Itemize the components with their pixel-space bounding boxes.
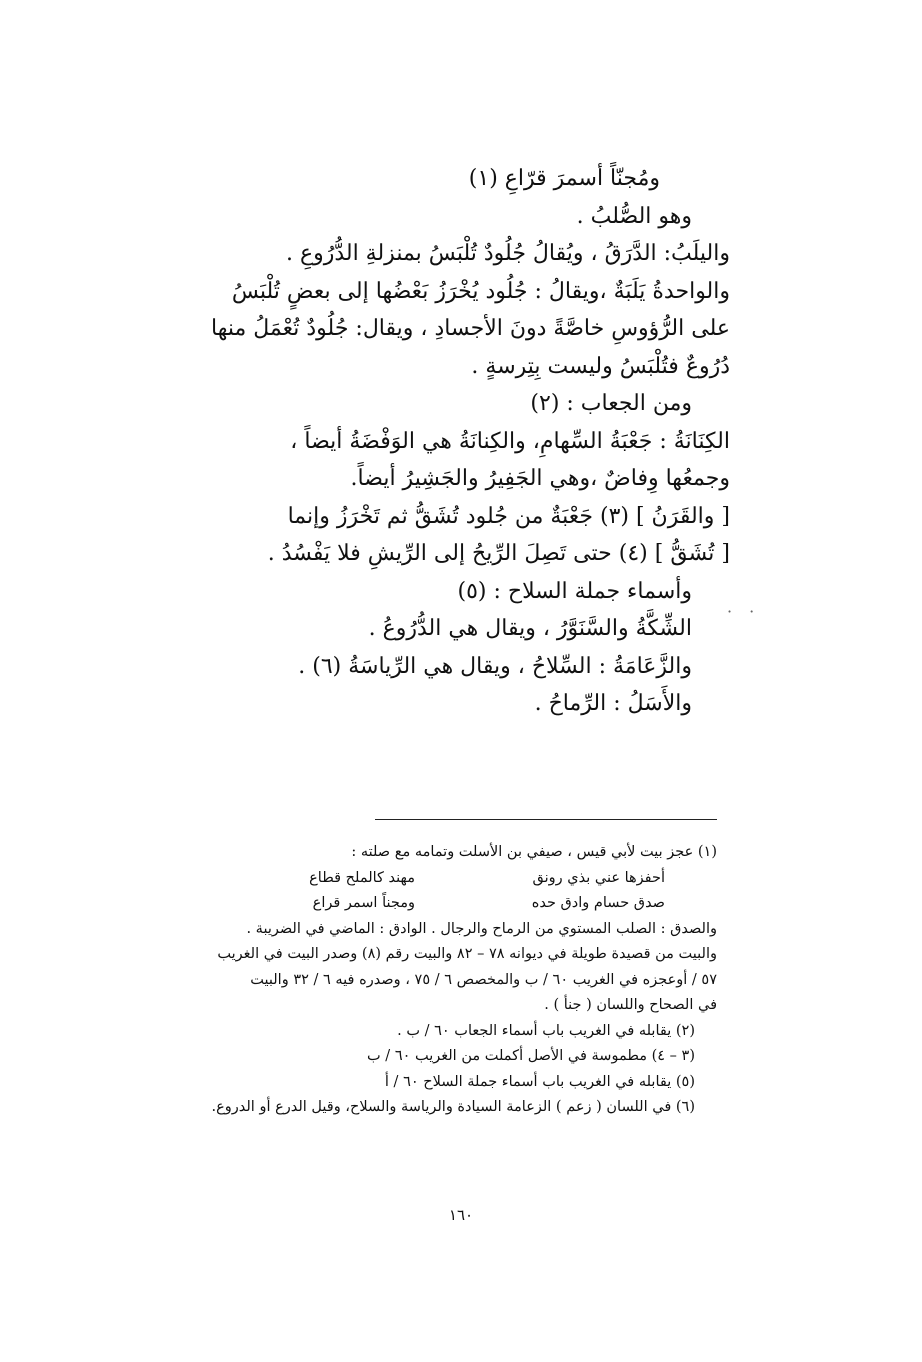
page-number: ١٦٠: [448, 1206, 474, 1224]
text-line: [ والقَرَنُ ] (٣) جَعْبَةٌ من جُلود تُشَقُّ ثم تَخْرَزُ وإنما: [287, 503, 730, 529]
text-line: والواحدةُ يَلَبَةٌ ،ويقالُ : جُلُود يُخْرَزُ بَعْضُها إلى بعضٍ تُلْبَسُ: [231, 278, 730, 304]
main-text: [90, 160, 730, 723]
footnotes: [95, 840, 717, 1121]
footnote-verse-line: [95, 866, 717, 892]
text-line: على الرُّؤوسِ خاصَّةً دونَ الأجسادِ ، ويقال: جُلُودٌ تُعْمَلُ منها: [211, 316, 730, 341]
verse-hemistich: ومجناً اسمر قراع: [312, 895, 415, 911]
text-line: والأَسَلُ : الرِّماحُ .: [534, 691, 692, 716]
text-line: واليلَبُ: الدَّرَقُ ، ويُقالُ جُلُودٌ تُلْبَسُ بمنزلةِ الدُّرُوعِ .: [285, 241, 730, 266]
text-line: الكِنَانَةُ : جَعْبَةُ السِّهامِ، والكِنانَةُ هي الوَفْضَةُ أيضاً ،: [290, 428, 730, 454]
footnote-5: (٥) يقابله في الغريب باب أسماء جملة السلاح ٦٠ / أ: [384, 1073, 695, 1090]
text-line: [ تُشَقُّ ] (٤) حتى تَصِلَ الرِّيحُ إلى الرِّيشِ فلا يَفْسُدُ .: [267, 541, 730, 566]
footnote-3-4: (٣ – ٤) مطموسة في الأصل أكملت من الغريب ٦٠ / ب: [367, 1048, 695, 1064]
text-line: ومن الجعاب : (٢): [530, 391, 692, 416]
footnote-text-line: والصدق : الصلب المستوي من الرماح والرجال . الوادق : الماضي في الضريبة .: [246, 920, 717, 937]
text-line: وهو الصُّلبُ .: [576, 203, 692, 229]
text-line: والزَّعَامَةُ : السِّلاحُ ، ويقال هي الرِّياسَةُ (٦) .: [298, 653, 692, 679]
text-line: وأسماء جملة السلاح : (٥): [457, 578, 692, 604]
footnote-1-intro: (١) عجز بيت لأبي قيس ، صيفي بن الأسلت وتمامه مع صلته :: [351, 844, 717, 860]
text-line: الشِّكَّةُ والسَّنَوَّرُ ، ويقال هي الدُّرُوعُ .: [368, 616, 692, 641]
footnote-text-line: ٥٧ / أوعجزه في الغريب ٦٠ / ب والمخصص ٦ / ٧٥ ، وصدره فيه ٦ / ٣٢ والبيت: [250, 971, 717, 988]
footnote-text-line: والبيت من قصيدة طويلة في ديوانه ٧٨ – ٨٢ والبيت رقم (٨) وصدر البيت في الغريب: [217, 946, 717, 962]
verse-hemistich: مهند كالملح قطاع: [309, 869, 415, 886]
text-line: ومُجنّاً أسمرَ قرّاعِ (١): [468, 166, 660, 191]
text-line: وجمعُها وِفاضٌ ،وهي الجَفِيرُ والجَشِيرُ أيضاً.: [350, 466, 730, 491]
verse-hemistich: صدق حسام وادق حده: [531, 895, 665, 911]
footnote-separator: [375, 819, 717, 820]
footnote-text-line: في الصحاح واللسان ( جنأ ) .: [544, 997, 717, 1013]
footnote-verse-line: [95, 891, 717, 917]
margin-marks: · ·: [727, 602, 761, 621]
footnote-6: (٦) في اللسان ( زعم ) الزعامة السيادة والرياسة والسلاح، وقيل الدرع أو الدروع.: [211, 1099, 695, 1115]
text-line: دُرُوعٌ فتُلْبَسُ وليست بِتِرسةٍ .: [471, 353, 730, 379]
verse-hemistich: أحفزها عني بذي رونق: [532, 869, 665, 886]
footnote-2: (٢) يقابله في الغريب باب أسماء الجعاب ٦٠ / ب .: [397, 1022, 695, 1039]
